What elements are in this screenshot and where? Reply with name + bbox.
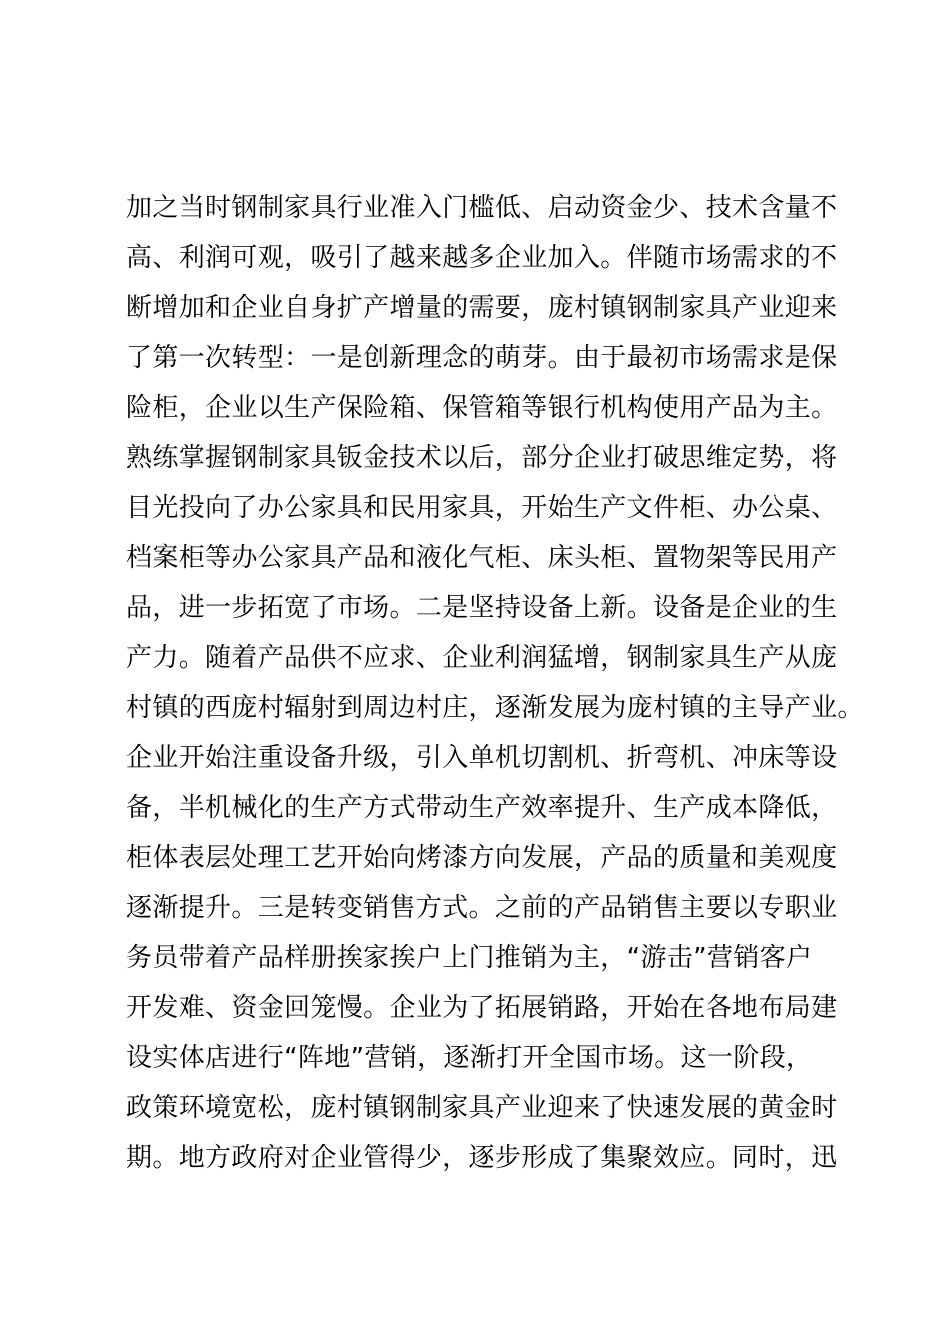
text-line: 务员带着产品样册挨家挨户上门推销为主，“游击”营销客户 [126,943,813,973]
text-line: 险柜，企业以生产保险箱、保管箱等银行机构使用产品为主。 [126,393,838,423]
text-line: 逐渐提升。三是转变销售方式。之前的产品销售主要以专职业 [126,893,838,923]
body-text [126,183,864,1183]
text-line: 目光投向了办公家具和民用家具，开始生产文件柜、办公桌、 [126,493,838,523]
text-line: 期。地方政府对企业管得少，逐步形成了集聚效应。同时，迅 [126,1143,838,1173]
text-line: 柜体表层处理工艺开始向烤漆方向发展，产品的质量和美观度 [126,843,838,873]
text-line: 熟练掌握钢制家具钣金技术以后，部分企业打破思维定势，将 [126,443,838,473]
text-line: 高、利润可观，吸引了越来越多企业加入。伴随市场需求的不 [126,243,838,273]
text-line: 产力。随着产品供不应求、企业利润猛增，钢制家具生产从庞 [126,643,838,673]
text-line: 品，进一步拓宽了市场。二是坚持设备上新。设备是企业的生 [126,593,838,623]
text-line: 档案柜等办公家具产品和液化气柜、床头柜、置物架等民用产 [126,543,838,573]
text-line: 了第一次转型：一是创新理念的萌芽。由于最初市场需求是保 [126,343,838,373]
text-line: 备，半机械化的生产方式带动生产效率提升、生产成本降低， [126,793,838,823]
text-line: 加之当时钢制家具行业准入门槛低、启动资金少、技术含量不 [126,193,838,223]
text-line: 设实体店进行“阵地”营销，逐渐打开全国市场。这一阶段， [126,1043,813,1073]
text-line: 开发难、资金回笼慢。企业为了拓展销路，开始在各地布局建 [126,993,838,1023]
text-line: 村镇的西庞村辐射到周边村庄，逐渐发展为庞村镇的主导产业。 [126,693,864,723]
text-line: 企业开始注重设备升级，引入单机切割机、折弯机、冲床等设 [126,743,838,773]
text-line: 政策环境宽松，庞村镇钢制家具产业迎来了快速发展的黄金时 [126,1093,838,1123]
text-line: 断增加和企业自身扩产增量的需要，庞村镇钢制家具产业迎来 [126,293,838,323]
